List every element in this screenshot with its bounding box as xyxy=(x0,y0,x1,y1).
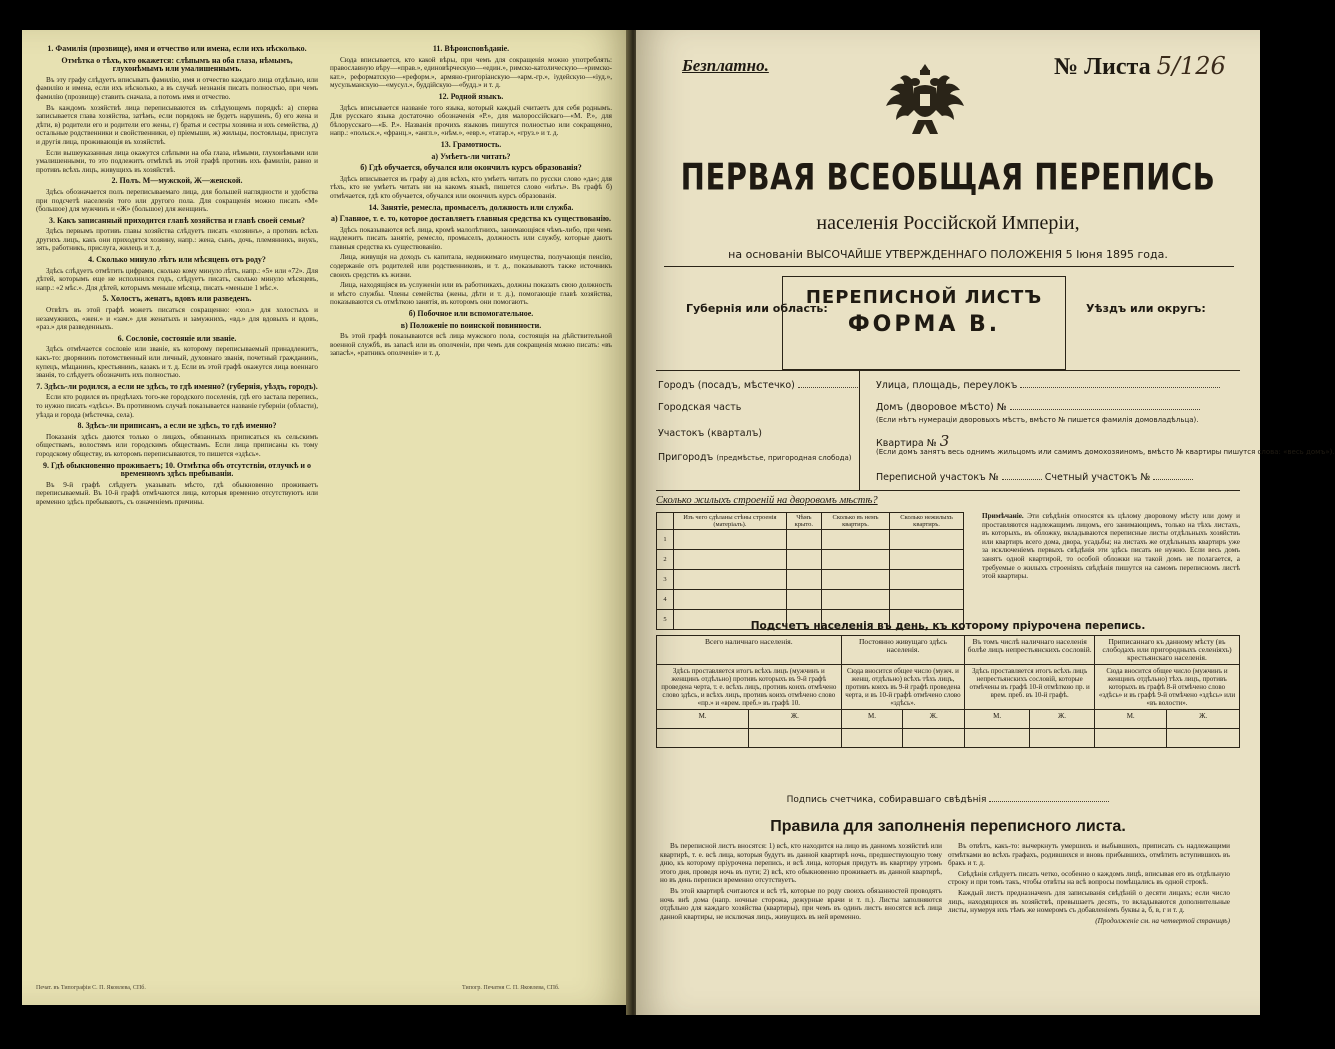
uezd-label: Уѣздъ или округъ: xyxy=(1086,302,1206,315)
count-header-nonpeasant: Въ томъ числѣ наличнаго населенія болѣе лицъ непрестьянскихъ сословій. xyxy=(965,636,1095,665)
col2-para-6: Лица, находящіяся въ услуженіи или въ работникахъ, должны показать свою должность и мѣсто службы. Члены семейства (жены, дѣти и т. д.), помогающіе главѣ хозяйства, показываются съ отмѣткою занятія, въ которомъ они помогаютъ. xyxy=(330,281,612,307)
rules-para-4: Свѣдѣнія слѣдуетъ писать четко, особенно о каждомъ лицѣ, вписывая его въ отдѣльную строку и при томъ такъ, чтобы отвѣты на всѣ вопросы помѣщались въ одной строкѣ. xyxy=(948,869,1230,887)
female-label: Ж. xyxy=(749,710,842,729)
col1-heading-1: 1. Фамилія (прозвище), имя и отчество или имена, если ихъ нѣсколько. xyxy=(47,44,307,53)
city-field[interactable] xyxy=(658,380,858,391)
table-row: 3 xyxy=(657,570,964,590)
male-label: М. xyxy=(1095,710,1167,729)
counter-area-label: Счетный участокъ № xyxy=(1044,472,1151,483)
rules-continuation: (Продолженіе см. на четвертой страницѣ) xyxy=(1095,916,1230,925)
apartment-note: (Если домъ занятъ весь однимъ жильцомъ или самимъ домохозяиномъ, вмѣсто № квартиры пишутся слова: «весь домъ»). xyxy=(876,448,1335,456)
col1-para-6: Здѣсь слѣдуетъ отмѣтить цифрами, сколько кому минуло лѣтъ, напр.: «5» или «72». Для дѣтей, которымъ еще не исполнился годъ, слѣдуетъ писать, сколько минуло мѣсяцевъ, напр.: «2 мѣс.». Для дѣтей, которымъ меньше мѣсяца, писать «меньше 1 мѣс.». xyxy=(36,266,318,292)
rules-para-1: Въ переписной листъ вносятся: 1) всѣ, кто находится на лицо въ данномъ хозяйствѣ или квартирѣ, т. е. всѣ лица, которыя будутъ въ данной квартирѣ ночь, предшествующую тому дню, къ которому пріурочена перепись, и всѣ лица, которыя придутъ въ квартиру утромъ этого дня, проведя ночь въ пути; 2) всѣ, кто обыкновенно проживаетъ въ данной квартирѣ, но въ день переписи временно отсутствуетъ. xyxy=(660,842,942,885)
left-footer-1: Печат. въ Типографіи С. П. Яковлева, СПб. xyxy=(36,985,146,991)
left-column-1 xyxy=(36,42,318,509)
col1-para-5: Здѣсь первымъ противъ главы хозяйства слѣдуетъ писать «хозяинъ», а противъ всѣхъ другихъ лицъ, какъ они приходятся хозяину, напр.: жена, сынъ, дочь, племянникъ, внукъ, зять, работникъ, прислуга, жилецъ и т. д. xyxy=(36,227,318,253)
left-page xyxy=(22,30,630,1005)
col2-heading-5: б) Гдѣ обучается, обучался или окончилъ курсъ образованія? xyxy=(360,163,582,173)
male-label: М. xyxy=(965,710,1030,729)
city-part-label: Городская часть xyxy=(658,402,742,413)
counts-value-row xyxy=(657,729,1240,748)
city-part-field[interactable] xyxy=(658,402,741,413)
counts-description-row xyxy=(657,665,1240,710)
count-desc-permanent: Сюда вносится общее число (мужч. и женщ. отдѣльно) всѣхъ тѣхъ лицъ, противъ коихъ въ 9-й графѣ проведена черта, и въ 10-й графѣ отмѣчено слово «здѣсь». xyxy=(841,665,965,710)
sheet-number-handwritten: 5/126 xyxy=(1156,52,1226,80)
left-column-2 xyxy=(330,42,612,360)
address-top-rule xyxy=(656,370,1240,371)
guberniya-label: Губернія или область: xyxy=(686,302,828,315)
col2-para-5: Лица, живущія на доходъ съ капитала, недвижимаго имущества, получающія пенсію, содержаніе отъ родителей или родственниковъ, и т. д., показываютъ также источникъ своихъ средствъ къ жизни. xyxy=(330,253,612,279)
apartment-label: Квартира № xyxy=(876,438,937,449)
sheet-form-box xyxy=(782,276,1066,370)
col1-para-3: Если вышеуказанныя лица окажутся слѣпыми на оба глаза, нѣмыми, глухонѣмыми или умалишенными, то это подлежитъ отмѣткѣ въ этой графѣ противъ ихъ фамиліи, равно и противъ всѣхъ лицъ, живущихъ въ хозяйствѣ. xyxy=(36,148,318,174)
male-label: М. xyxy=(657,710,749,729)
col1-heading-6: 5. Холостъ, женатъ, вдовъ или разведенъ. xyxy=(102,294,252,304)
col1-para-1: Въ эту графу слѣдуетъ вписывать фамилію, имя и отчество каждаго лица отдѣльно, или фамилію и имена, если ихъ нѣсколько, а въ случаѣ незнанія писать полностью, при чемъ фамилію (прозвище) ставить сначала, а потомъ имя и отчество. xyxy=(36,75,318,101)
col1-heading-4: 3. Какъ записанный приходится главѣ хозяйства и главѣ своей семьи? xyxy=(48,215,306,225)
section-field[interactable] xyxy=(658,428,762,439)
population-count-table xyxy=(656,635,1240,748)
houses-question: Сколько жилыхъ строеній на дворовомъ мѣстѣ? xyxy=(656,495,878,506)
census-subtitle: населенія Россійской Имперіи, xyxy=(816,212,1080,234)
street-label: Улица, площадь, переулокъ xyxy=(876,380,1018,391)
left-footer-2: Типогр. Печатня С. П. Яковлева, СПб. xyxy=(462,985,560,991)
col1-heading-3: 2. Полъ. М—мужской, Ж—женской. xyxy=(111,176,243,186)
header-divider xyxy=(664,266,1234,267)
table-row: 2 xyxy=(657,550,964,570)
population-count-title: Подсчетъ населенія въ день, къ которому пріурочена перепись. xyxy=(750,620,1146,632)
houses-header-apartments: Сколько въ немъ квартиръ. xyxy=(821,513,889,530)
col1-heading-10: 9. Гдѣ обыкновенно проживаетъ; 10. Отмѣтка объ отсутствіи, отлучкѣ и о временномъ здѣсь пребываніи. xyxy=(42,460,312,479)
street-field[interactable] xyxy=(876,380,1220,391)
suburb-field[interactable] xyxy=(658,452,851,463)
houses-header-row xyxy=(657,513,964,530)
count-desc-present: Здѣсь проставляется итогъ всѣхъ лицъ (мужчинъ и женщинъ отдѣльно) противъ которыхъ въ 9-й графѣ проведена черта, т. е. всѣхъ лицъ, противъ коихъ отмѣчено слово здѣсь, и всѣхъ лицъ, противъ коихъ отмѣчено слово «пр.» и «врем. преб.» въ графѣ 10. xyxy=(657,665,842,710)
house-label: Домъ (дворовое мѣсто) № xyxy=(876,402,1007,413)
counts-header-row xyxy=(657,636,1240,665)
col1-heading-2: Отмѣтка о тѣхъ, кто окажется: слѣпымъ на оба глаза, нѣмымъ, глухонѣмымъ или умалишеннымъ. xyxy=(61,55,293,74)
suburb-note: (предмѣстье, пригородная слобода) xyxy=(716,454,852,462)
section-label: Участокъ (кварталъ) xyxy=(658,428,763,439)
houses-note xyxy=(982,512,1240,581)
col1-para-11: Въ 9-й графѣ слѣдуетъ указывать мѣсто, гдѣ обыкновенно проживаетъ переписываемый. Въ 10-й графѣ отмѣчаются лица, которыя временно отсутствуютъ или временно здѣсь пребываютъ, съ означеніемъ причины. xyxy=(36,480,318,506)
female-label: Ж. xyxy=(903,710,965,729)
count-header-permanent: Постоянно живущаго здѣсь населенія. xyxy=(841,636,965,665)
col2-para-7: Въ этой графѣ показываются всѣ лица мужского пола, состоящія на дѣйствительной военной службѣ, въ запасѣ или въ ополченіи, при чемъ для сокращенія можно писать: «въ запасѣ», «ратникъ ополченія» и т. д. xyxy=(330,332,612,358)
census-title: ПЕРВАЯ ВСЕОБЩАЯ ПЕРЕПИСЬ xyxy=(680,155,1216,199)
census-area-label: Переписной участокъ № xyxy=(876,472,999,483)
rules-para-2: Въ этой квартирѣ считаются и всѣ тѣ, которые по роду своихъ обязанностей проводятъ ночь внѣ дома (напр. ночные сторожа, дежурные врачи и т. п.). Листы заполняются отдѣльно для каждаго хозяйства (квартиры), при чемъ въ одинъ листъ вносятся всѣ лица данной квартиры, не исключая лицъ, живущихъ въ ней временно. xyxy=(660,886,942,921)
rules-para-5: Каждый листъ предназначенъ для записыванія свѣдѣній о десяти лицахъ; если число лицъ, находящихся въ хозяйствѣ, превышаетъ десять, то вкладываются дополнительные листы, нумеруя ихъ тѣмъ же номеромъ съ добавленіемъ буквы а, б, в, г и т. д. xyxy=(948,888,1230,915)
form-label: ФОРМА В. xyxy=(847,312,1001,337)
count-desc-peasant: Сюда вносится общее число (мужчинъ и женщинъ отдѣльно) тѣхъ лицъ, противъ которыхъ въ графѣ 8-й отмѣчено слово «здѣсь» и въ графѣ 9-й отмѣчено «здѣсь» или «въ волости». xyxy=(1095,665,1240,710)
col2-heading-4: а) Умѣетъ-ли читать? xyxy=(431,151,511,161)
houses-header-roof: Чѣмъ крыто. xyxy=(786,513,821,530)
counts-sex-row xyxy=(657,710,1240,729)
col1-para-9: Если кто родился въ предѣлахъ того-же городского поселенія, гдѣ его застала перепись, то нужно писать «здѣсь». Въ противномъ случаѣ показывается названіе губерніи (области), уѣзда и города (мѣстечка, села). xyxy=(36,393,318,419)
rules-column-1 xyxy=(660,842,942,923)
signature-label: Подпись счетчика, собиравшаго свѣдѣнія xyxy=(786,795,987,805)
houses-header-nonresidential: Сколько нежилыхъ квартиръ. xyxy=(890,513,964,530)
rules-column-2 xyxy=(948,842,1230,927)
table-row: 5 xyxy=(657,610,964,630)
free-label: Безплатно. xyxy=(682,56,769,75)
col2-para-4: Здѣсь показываются всѣ лица, кромѣ малолѣтнихъ, занимающіяся чѣмъ-либо, при чемъ надлежитъ писать занятіе, ремесло, промыселъ, должность или службу, которые даютъ главныя средства къ существованію. xyxy=(330,225,612,251)
house-field[interactable] xyxy=(876,402,1200,413)
col2-heading-2: 12. Родной языкъ. xyxy=(438,91,504,101)
double-headed-eagle-icon xyxy=(882,60,968,142)
col2-heading-7: а) Главное, т. е. то, которое доставляетъ главныя средства къ существованію. xyxy=(331,214,611,224)
col1-para-2: Въ каждомъ хозяйствѣ лица переписываются въ слѣдующемъ порядкѣ: а) сперва записывается глава хозяйства, затѣмъ, если порядокъ не будетъ нарушенъ, б) его жена и дѣти, в) родители его и родители его жены, г) братья и сестры хозяина и ихъ семейства, д) остальные родственники и свойственники, е) пріемыши, ж) жильцы, постояльцы, прислуга и другія лица, проживающія въ хозяйствѣ. xyxy=(36,103,318,146)
col1-para-4: Здѣсь обозначается полъ переписываемаго лица, для большей наглядности и удобства при подсчетѣ населенія того или другого пола. Для сокращенія можно писать «М» (большое) для мужчинъ и «Ж» (большое) для женщинъ. xyxy=(36,187,318,214)
house-note: (Если нѣтъ нумераціи дворовыхъ мѣстъ, вмѣсто № пишется фамилія домовладѣльца). xyxy=(876,416,1199,424)
col1-para-8: Здѣсь отмѣчается сословіе или званіе, къ которому переписываемый принадлежитъ, какъ-то: дворянинъ потомственный или личный, духовнаго званія, почетный гражданинъ, купецъ, мѣщанинъ, крестьянинъ, казакъ и т. д. Если въ этой графѣ окажутся лица военнаго званія, то слѣдуетъ обозначить ихъ полностью. xyxy=(36,345,318,380)
sheet-number xyxy=(1054,52,1226,81)
sheet-title: ПЕРЕПИСНОЙ ЛИСТЪ xyxy=(805,287,1043,308)
table-row: 1 xyxy=(657,530,964,550)
col1-heading-8: 7. Здѣсь-ли родился, а если не здѣсь, то гдѣ именно? (губернія, уѣздъ, городъ). xyxy=(36,381,318,391)
note-title: Примѣчаніе. xyxy=(982,512,1024,520)
houses-header-walls: Изъ чего сдѣланы стѣны строенія (матеріалъ). xyxy=(674,513,787,530)
rules-para-3: Въ отвѣтъ, какъ-то: вычеркнуть умершихъ и выбывшихъ, приписать съ надлежащими отмѣтками во всѣхъ графахъ, родившихся и вновь прибывшихъ, отмѣтить вступившихъ въ бракъ и т. д. xyxy=(948,842,1230,868)
col1-heading-5: 4. Сколько минуло лѣтъ или мѣсяцевъ отъ роду? xyxy=(88,255,266,265)
census-area-field[interactable] xyxy=(876,472,1193,483)
col1-para-7: Отвѣтъ въ этой графѣ можетъ писаться сокращенно: «хол.» для холостыхъ и незамужнихъ, «жен.» и «зам.» для женатыхъ и замужнихъ, «вд.» для вдовыхъ и вдовъ, «раз.» для разведенныхъ. xyxy=(36,306,318,332)
col2-heading-9: в) Положеніе по воинской повинности. xyxy=(400,320,542,330)
legal-basis: на основаніи ВЫСОЧАЙШЕ УТВЕРЖДЕННАГО ПОЛОЖЕНІЯ 5 Іюня 1895 года. xyxy=(728,248,1168,261)
col2-para-2: Здѣсь вписывается названіе того языка, который каждый считаетъ для себя роднымъ. Для русскаго языка достаточно обозначенія «Р.», для малороссійскаго—«М. Р.», для бѣлорусскаго—«Б. Р.». Названія прочихъ языковъ пишутся полностью или сокращенно, напр.: «польск.», «франц.», «англ.», «нѣм.», «евр.», «татар.», «груз.» и т. д. xyxy=(330,103,612,138)
sheet-number-label: № Листа xyxy=(1054,54,1151,80)
address-bottom-rule xyxy=(656,490,1240,491)
col1-heading-9: 8. Здѣсь-ли приписанъ, а если не здѣсь, то гдѣ именно? xyxy=(77,421,277,431)
count-desc-nonpeasant: Здѣсь проставляется итогъ всѣхъ лицъ непрестьянскихъ сословій, которые отмѣчены въ графѣ 10-й отмѣткою пр. и врем. преб. въ 10-й графѣ. xyxy=(965,665,1095,710)
address-divider xyxy=(859,370,860,490)
male-label: М. xyxy=(841,710,903,729)
city-label: Городъ (посадъ, мѣстечко) xyxy=(658,380,795,391)
col2-heading-3: 13. Грамотность. xyxy=(440,139,502,149)
count-header-peasant: Приписаннаго къ данному мѣсту (въ слободахъ или пригородныхъ селеніяхъ) крестьянскаго населенія. xyxy=(1095,636,1240,665)
female-label: Ж. xyxy=(1167,710,1240,729)
col2-heading-6: 14. Занятіе, ремесла, промыселъ, должность или служба. xyxy=(368,202,574,212)
rules-title: Правила для заполненія переписного листа. xyxy=(770,818,1126,835)
enumerator-signature[interactable] xyxy=(636,795,1260,805)
count-header-present: Всего наличнаго населенія. xyxy=(657,636,842,665)
houses-table xyxy=(656,512,964,630)
table-row: 4 xyxy=(657,590,964,610)
note-text: Эти свѣдѣнія относятся къ цѣлому дворовому мѣсту или дому и проставляются надлежащимъ лицомъ, его занимающимъ, только на тѣхъ листахъ, въ которыхъ, въ обложку, вкладываются переписные листы отдѣльныхъ хозяйствъ или квартиръ всего дома, двора, усадьбы; на листахъ же отдѣльныхъ квартиръ уже за исключеніемъ первыхъ свѣдѣнія эти здѣсь писать не нужно. Если весь домъ занятъ одной квартирой, то особой обложки на такой домъ не полагается, а требуемые о жилыхъ строеніяхъ свѣдѣнія пишутся на самомъ переписномъ листѣ этой квартиры. xyxy=(982,512,1241,581)
suburb-label: Пригородъ xyxy=(658,452,714,463)
col1-para-10: Показанія здѣсь даются только о лицахъ, обязанныхъ приписаться къ сельскимъ обществамъ, волостямъ или городскимъ обществамъ. Если лица приписаны къ тому городскому обществу, въ которомъ переписываются, то пишется «здѣсь». xyxy=(36,432,318,458)
col2-heading-1: 11. Вѣроисповѣданіе. xyxy=(432,44,510,53)
apartment-value: 3 xyxy=(939,432,950,450)
col1-heading-7: 6. Сословіе, состояніе или званіе. xyxy=(117,333,237,343)
female-label: Ж. xyxy=(1030,710,1095,729)
right-page xyxy=(636,30,1335,1015)
col2-para-1: Сюда вписывается, кто какой вѣры, при чемъ для сокращенія можно употреблять: православную вѣру—«прав.», единовѣрческую—«един.», римско-католическую—«римско-кат.», реформатскую—«реформ.», армяно-григоріанскую—«арм.-гр.», іудейскую—«іуд.», мусульманскую—«мусул.», буддійскую—«будд.» и т. д. xyxy=(330,55,612,90)
col2-heading-8: б) Побочное или вспомогательное. xyxy=(408,309,534,319)
col2-para-3: Здѣсь вписывается въ графу а) для всѣхъ, кто умѣетъ читать по русски слово «да»; для тѣхъ, кто не умѣетъ читать ни на какомъ языкѣ, пишется слово «нѣтъ». Въ графѣ б) отмѣчается, гдѣ кто обучается, обучался или окончилъ курсъ образованія. xyxy=(330,174,612,200)
